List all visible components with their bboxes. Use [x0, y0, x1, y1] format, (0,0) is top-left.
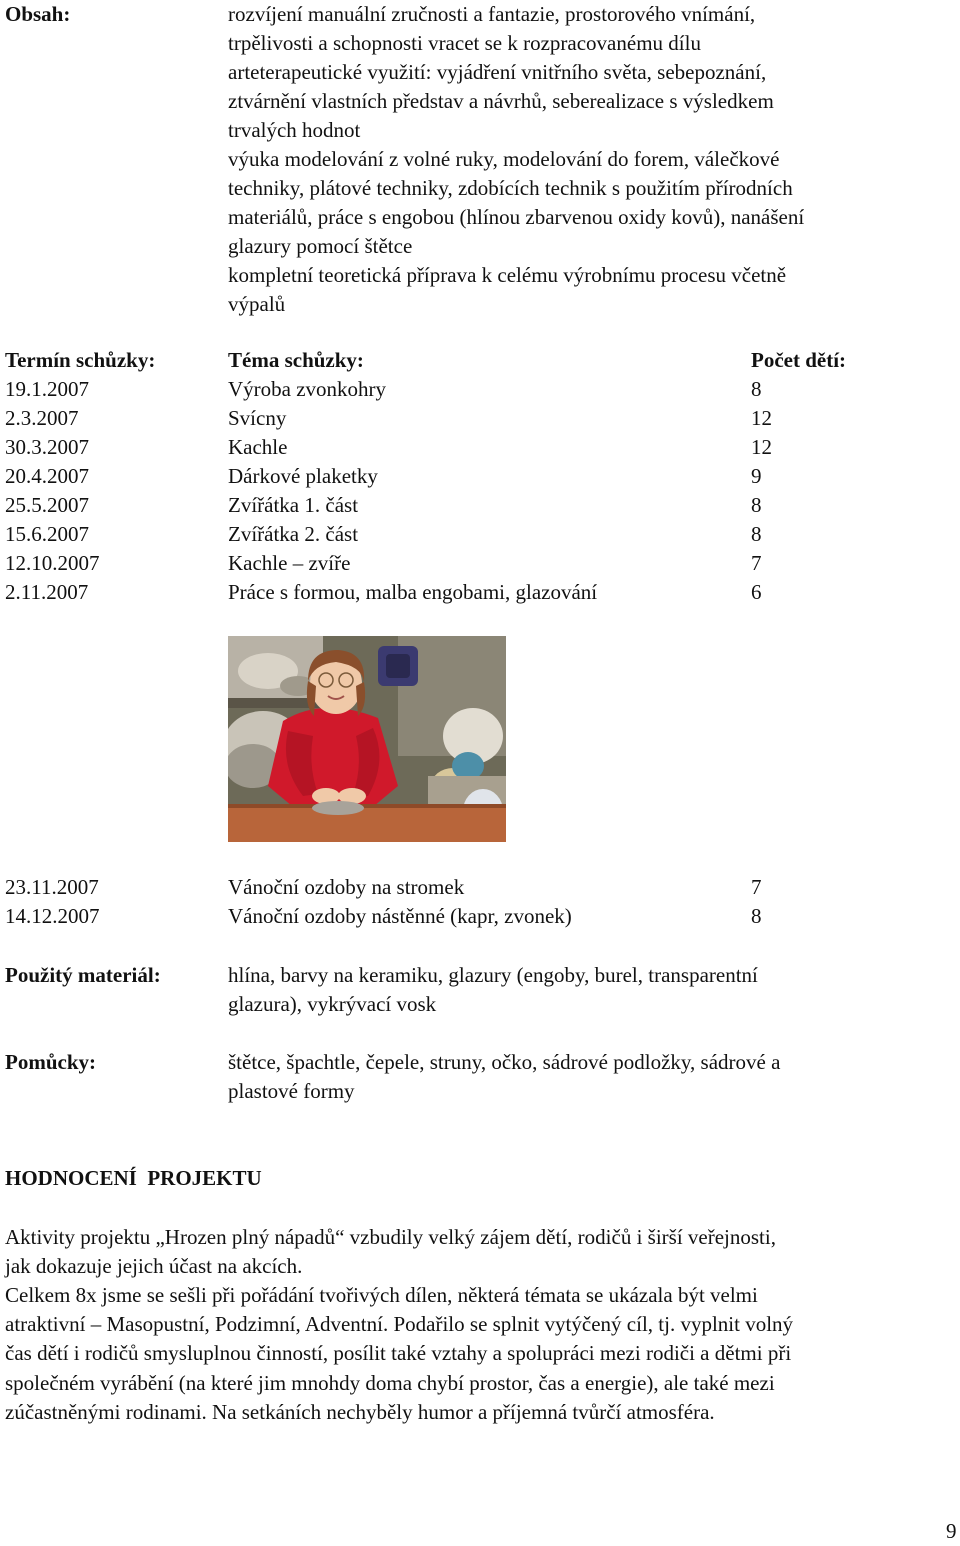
- row-topic: Kachle – zvíře: [228, 551, 351, 575]
- table-row: [0, 404, 960, 433]
- row-date: 23.11.2007: [5, 875, 99, 899]
- evaluation-line: Aktivity projektu „Hrozen plný nápadů“ vzbudily velký zájem dětí, rodičů i širší veřejnosti,: [5, 1225, 776, 1249]
- page-number: 9: [946, 1519, 957, 1543]
- tools-line: plastové formy: [228, 1079, 355, 1103]
- row-topic: Vánoční ozdoby na stromek: [228, 875, 465, 899]
- obsah-line: ztvárnění vlastních představ a návrhů, seberealizace s výsledkem: [228, 89, 774, 113]
- material-line: hlína, barvy na keramiku, glazury (engoby, burel, transparentní: [228, 963, 758, 987]
- row-count: 7: [751, 875, 762, 899]
- obsah-label: Obsah:: [5, 2, 71, 26]
- obsah-line: trvalých hodnot: [228, 118, 361, 142]
- row-topic: Svícny: [228, 406, 287, 430]
- row-count: 8: [751, 904, 762, 928]
- evaluation-line: atraktivní – Masopustní, Podzimní, Adventní. Podařilo se splnit vytýčený cíl, tj. vyplnit volný: [5, 1312, 794, 1336]
- table-row: [0, 578, 960, 607]
- material-line: glazura), vykrývací vosk: [228, 992, 437, 1016]
- obsah-line: techniky, plátové techniky, zdobících technik s použitím přírodních: [228, 176, 793, 200]
- table-row: [0, 462, 960, 491]
- obsah-line: výpalů: [228, 292, 286, 316]
- row-date: 19.1.2007: [5, 377, 89, 401]
- evaluation-line: jak dokazuje jejich účast na akcích.: [5, 1254, 303, 1278]
- row-topic: Výroba zvonkohry: [228, 377, 387, 401]
- tools-text: [228, 1048, 780, 1106]
- row-topic: Zvířátka 2. část: [228, 522, 359, 546]
- material-label: Použitý materiál:: [5, 963, 161, 987]
- row-topic: Dárkové plaketky: [228, 464, 378, 488]
- table-row: [0, 491, 960, 520]
- row-count: 9: [751, 464, 762, 488]
- row-count: 6: [751, 580, 762, 604]
- table-row: [0, 549, 960, 578]
- obsah-line: výuka modelování z volné ruky, modelování do forem, válečkové: [228, 147, 780, 171]
- row-topic: Vánoční ozdoby nástěnné (kapr, zvonek): [228, 904, 572, 928]
- table-row: [0, 902, 960, 931]
- row-count: 8: [751, 377, 762, 401]
- table-row: [0, 873, 960, 902]
- obsah-line: trpělivosti a schopnosti vracet se k rozpracovanému dílu: [228, 31, 701, 55]
- table-row: [0, 520, 960, 549]
- row-date: 2.11.2007: [5, 580, 89, 604]
- header-count: Počet dětí:: [751, 348, 847, 372]
- row-count: 7: [751, 551, 762, 575]
- row-date: 12.10.2007: [5, 551, 100, 575]
- row-topic: Práce s formou, malba engobami, glazování: [228, 580, 598, 604]
- tools-label: Pomůcky:: [5, 1050, 96, 1074]
- obsah-line: arteterapeutické využití: vyjádření vnitřního světa, sebepoznání,: [228, 60, 767, 84]
- table-row: [0, 375, 960, 404]
- schedule-header-row: [0, 346, 960, 375]
- row-date: 15.6.2007: [5, 522, 89, 546]
- header-date: Termín schůzky:: [5, 348, 156, 372]
- row-date: 30.3.2007: [5, 435, 89, 459]
- row-topic: Kachle: [228, 435, 288, 459]
- obsah-line: materiálů, práce s engobou (hlínou zbarvenou oxidy kovů), nanášení: [228, 205, 805, 229]
- obsah-line: rozvíjení manuální zručnosti a fantazie, prostorového vnímání,: [228, 2, 756, 26]
- table-row: [0, 433, 960, 462]
- row-topic: Zvířátka 1. část: [228, 493, 359, 517]
- evaluation-line: Celkem 8x jsme se sešli při pořádání tvořivých dílen, některá témata se ukázala být velmi: [5, 1283, 758, 1307]
- evaluation-line: čas dětí i rodičů smysluplnou činností, posílit také vztahy a spolupráci mezi rodiči a dětmi při: [5, 1341, 792, 1365]
- header-topic: Téma schůzky:: [228, 348, 364, 372]
- row-date: 25.5.2007: [5, 493, 89, 517]
- evaluation-line: společném vyrábění (na které jim mnohdy doma chybí prostor, čas a energie), ale také mezi: [5, 1371, 775, 1395]
- row-count: 12: [751, 406, 772, 430]
- child-with-clay-image: [228, 636, 506, 842]
- tools-line: štětce, špachtle, čepele, struny, očko, sádrové podložky, sádrové a: [228, 1050, 781, 1074]
- row-count: 8: [751, 522, 762, 546]
- row-date: 14.12.2007: [5, 904, 100, 928]
- material-text: [228, 961, 758, 1019]
- row-date: 2.3.2007: [5, 406, 79, 430]
- row-date: 20.4.2007: [5, 464, 89, 488]
- workshop-photo: [228, 636, 506, 842]
- obsah-line: glazury pomocí štětce: [228, 234, 413, 258]
- evaluation-heading: HODNOCENÍ PROJEKTU: [5, 1166, 262, 1190]
- row-count: 12: [751, 435, 772, 459]
- row-count: 8: [751, 493, 762, 517]
- obsah-text: [228, 0, 948, 319]
- evaluation-line: zúčastněnými rodinami. Na setkáních nechyběly humor a příjemná tvůrčí atmosféra.: [5, 1400, 715, 1424]
- obsah-line: kompletní teoretická příprava k celému výrobnímu procesu včetně: [228, 263, 787, 287]
